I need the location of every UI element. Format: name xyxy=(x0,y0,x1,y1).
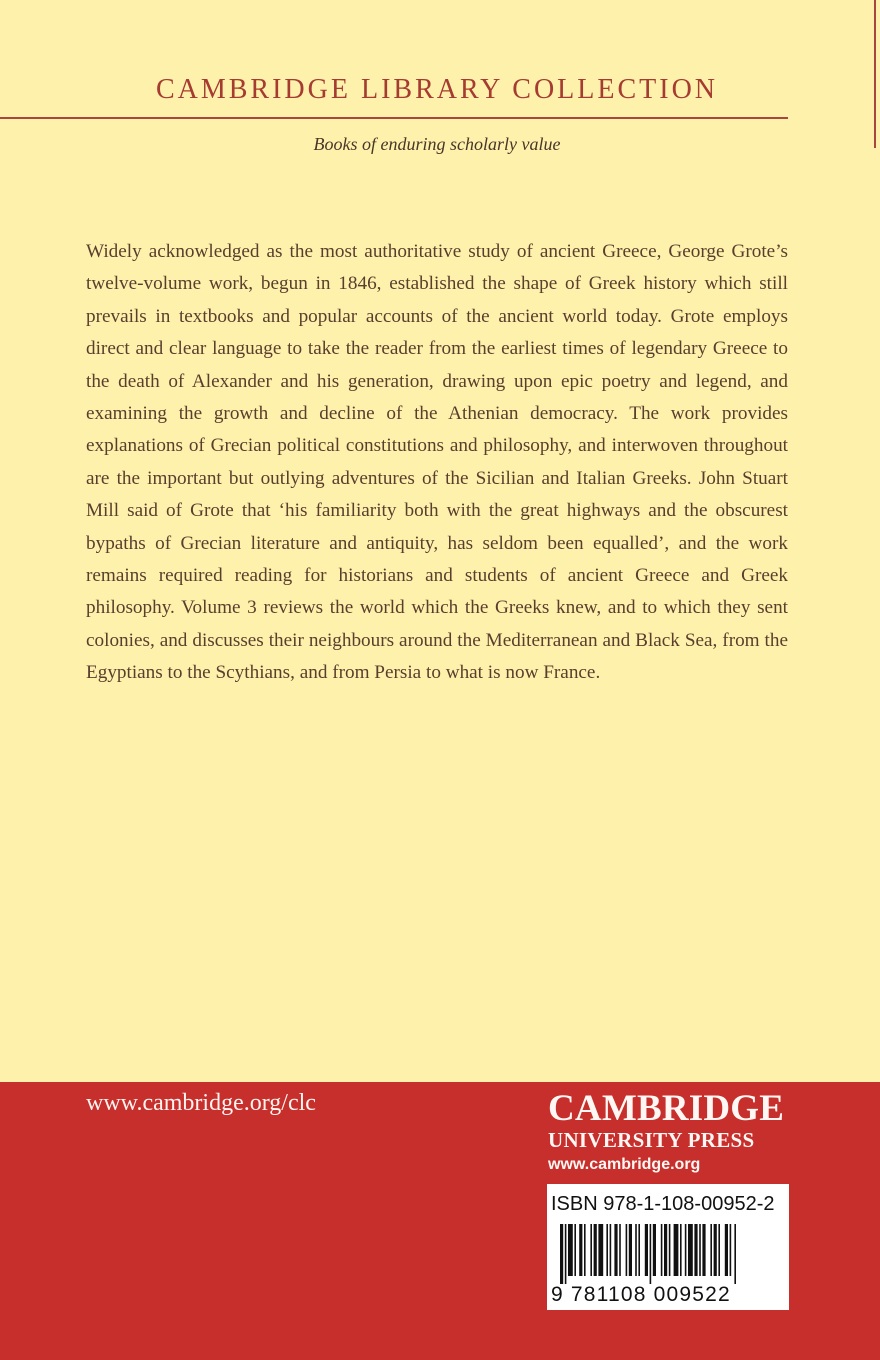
barcode-bar xyxy=(734,1224,736,1284)
barcode-bar xyxy=(565,1224,567,1284)
barcode-bar xyxy=(661,1224,663,1276)
barcode-bar xyxy=(694,1224,697,1276)
title-divider xyxy=(0,117,788,119)
isbn-barcode-box xyxy=(547,1184,789,1310)
barcode-bar xyxy=(730,1224,732,1276)
barcode-bar xyxy=(598,1224,603,1276)
barcode-bar xyxy=(650,1224,652,1284)
publisher-subname: UNIVERSITY PRESS xyxy=(548,1128,755,1152)
barcode-bar xyxy=(574,1224,576,1276)
barcode-bar xyxy=(688,1224,693,1276)
barcode-bar xyxy=(702,1224,705,1276)
barcode-bar xyxy=(718,1224,720,1276)
barcode-bar xyxy=(680,1224,682,1276)
barcode-bar xyxy=(685,1224,687,1276)
publisher-website-link[interactable]: www.cambridge.org xyxy=(548,1156,701,1173)
book-description: Widely acknowledged as the most authoritative study of ancient Greece, George Grote’s twelve-volume work, begun in 1846, established the shape of Greek history which still prevails in textbooks and popular accounts of the ancient world today. Grote employs direct and clear language to take the reader from the earliest times of legendary Greece to the death of Alexander and his generation, drawing upon epic poetry and legend, and examining the growth and decline of the Athenian democracy. The work provides explanations of Grecian political constitutions and philosophy, and interwoven throughout are the important but outlying adventures of the Sicilian and Italian Greeks. John Stuart Mill said of Grote that ‘his familiarity both with the great highways and the obscurest bypaths of Grecian literature and antiquity, has seldom been equalled’, and the work remains required reading for historians and students of ancient Greece and Greek philosophy. Volume 3 reviews the world which the Greeks knew, and to which they sent colonies, and discusses their neighbours around the Mediterranean and Black Sea, from the Egyptians to the Scythians, and from Persia to what is now France. xyxy=(86,241,788,684)
barcode-bar xyxy=(626,1224,628,1276)
barcode-bar xyxy=(629,1224,632,1276)
barcode-bar xyxy=(606,1224,608,1276)
barcode-bar xyxy=(710,1224,712,1276)
barcode-bar xyxy=(568,1224,573,1276)
barcode-bar xyxy=(669,1224,671,1276)
barcode-bar xyxy=(619,1224,621,1276)
barcode-bar xyxy=(579,1224,582,1276)
barcode-bar xyxy=(610,1224,612,1276)
barcode-bar xyxy=(584,1224,586,1276)
barcode-bar xyxy=(635,1224,637,1276)
collection-website-link[interactable]: www.cambridge.org/clc xyxy=(86,1090,316,1116)
barcode-bar xyxy=(594,1224,597,1276)
barcode-digits: 9 781108 009522 xyxy=(551,1283,731,1306)
series-title: CAMBRIDGE LIBRARY COLLECTION xyxy=(155,74,719,105)
barcode-bar xyxy=(714,1224,717,1276)
barcode-bar xyxy=(653,1224,656,1276)
barcode-bars xyxy=(560,1224,780,1284)
barcode-bar xyxy=(590,1224,592,1276)
barcode-bar xyxy=(560,1224,563,1284)
tagline: Books of enduring scholarly value xyxy=(313,134,561,154)
publisher-logo-name: CAMBRIDGE xyxy=(548,1088,785,1129)
barcode-bar xyxy=(725,1224,728,1276)
barcode-bar xyxy=(638,1224,640,1276)
barcode-bar xyxy=(664,1224,667,1276)
right-edge-line xyxy=(874,0,876,148)
barcode-bar xyxy=(674,1224,679,1276)
barcode-bar xyxy=(614,1224,617,1276)
barcode-bar xyxy=(699,1224,701,1276)
barcode-bar xyxy=(645,1224,648,1276)
isbn-label: ISBN 978-1-108-00952-2 xyxy=(551,1193,775,1215)
